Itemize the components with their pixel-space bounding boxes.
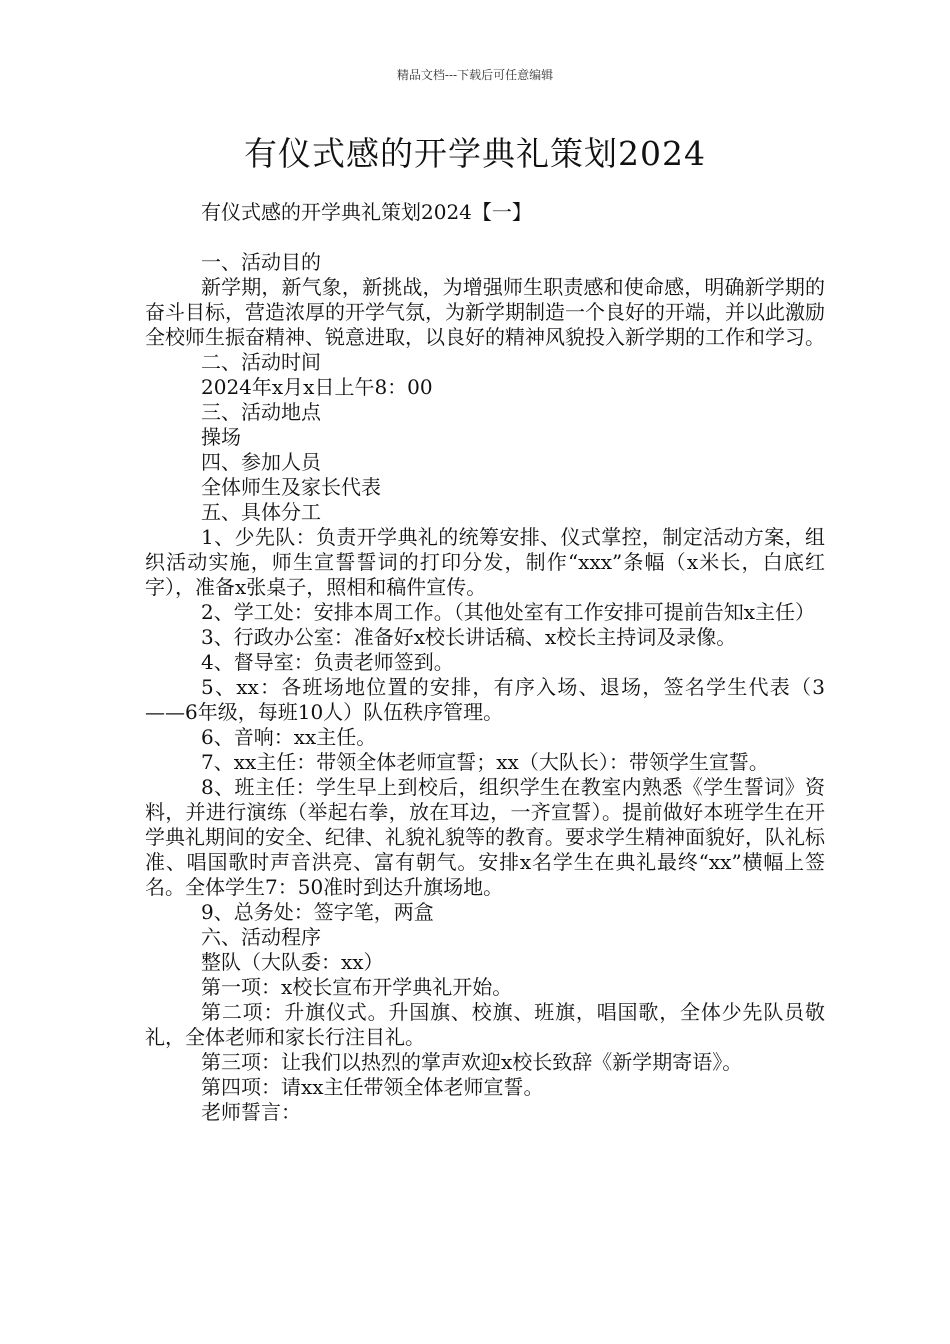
teacher-oath-label: 老师誓言： xyxy=(201,1100,301,1124)
paragraph-participants: 全体师生及家长代表 xyxy=(201,475,381,499)
division-item-6: 6、音响：xx主任。 xyxy=(201,725,377,749)
page-header: 精品文档---下载后可任意编辑 xyxy=(396,68,554,82)
section-subtitle: 有仪式感的开学典礼策划2024【一】 xyxy=(201,200,532,224)
procedure-step: 第二项：升旗仪式。升国旗、校旗、班旗，唱国歌，全体少先队员敬礼，全体老师和家长行注目礼。 xyxy=(145,1000,825,1049)
heading-purpose: 一、活动目的 xyxy=(201,250,321,274)
division-item-2: 2、学工处：安排本周工作。（其他处室有工作安排可提前告知x主任） xyxy=(201,600,816,624)
heading-time: 二、活动时间 xyxy=(201,350,321,374)
heading-division: 五、具体分工 xyxy=(201,500,321,524)
procedure-step: 整队（大队委：xx） xyxy=(201,950,384,974)
paragraph-time: 2024年x月x日上午8：00 xyxy=(201,375,433,399)
heading-participants: 四、参加人员 xyxy=(201,450,321,474)
division-item-5: 5、xx：各班场地位置的安排，有序入场、退场，签名学生代表（3——6年级，每班10人）队伍秩序管理。 xyxy=(145,675,825,724)
paragraph-location: 操场 xyxy=(201,425,241,449)
division-item-1: 1、少先队：负责开学典礼的统筹安排、仪式掌控，制定活动方案，组织活动实施，师生宣誓誓词的打印分发，制作“xxx”条幅（x米长，白底红字），准备x张桌子，照相和稿件宣传。 xyxy=(145,525,825,599)
division-item-8: 8、班主任：学生早上到校后，组织学生在教室内熟悉《学生誓词》资料，并进行演练（举起右拳，放在耳边，一齐宣誓）。提前做好本班学生在开学典礼期间的安全、纪律、礼貌礼貌等的教育。要求学生精神面貌好，队礼标准、唱国歌时声音洪亮、富有朝气。安排x名学生在典礼最终“xx”横幅上签名。全体学生7：50准时到达升旗场地。 xyxy=(145,775,825,899)
division-item-4: 4、督导室：负责老师签到。 xyxy=(201,650,454,674)
heading-location: 三、活动地点 xyxy=(201,400,321,424)
procedure-step: 第一项：x校长宣布开学典礼开始。 xyxy=(201,975,513,999)
division-item-7: 7、xx主任：带领全体老师宣誓；xx（大队长）：带领学生宣誓。 xyxy=(201,750,769,774)
heading-procedure: 六、活动程序 xyxy=(201,925,321,949)
document-title: 有仪式感的开学典礼策划2024 xyxy=(244,134,706,173)
document-body xyxy=(145,200,825,1125)
procedure-step: 第四项：请xx主任带领全体老师宣誓。 xyxy=(201,1075,544,1099)
procedure-step: 第三项：让我们以热烈的掌声欢迎x校长致辞《新学期寄语》。 xyxy=(201,1050,743,1074)
division-item-9: 9、总务处：签字笔，两盒 xyxy=(201,900,434,924)
division-item-3: 3、行政办公室：准备好x校长讲话稿、x校长主持词及录像。 xyxy=(201,625,737,649)
paragraph-purpose: 新学期，新气象，新挑战，为增强师生职责感和使命感，明确新学期的奋斗目标，营造浓厚的开学气氛，为新学期制造一个良好的开端，并以此激励全校师生振奋精神、锐意进取，以良好的精神风貌投入新学期的工作和学习。 xyxy=(145,275,825,349)
